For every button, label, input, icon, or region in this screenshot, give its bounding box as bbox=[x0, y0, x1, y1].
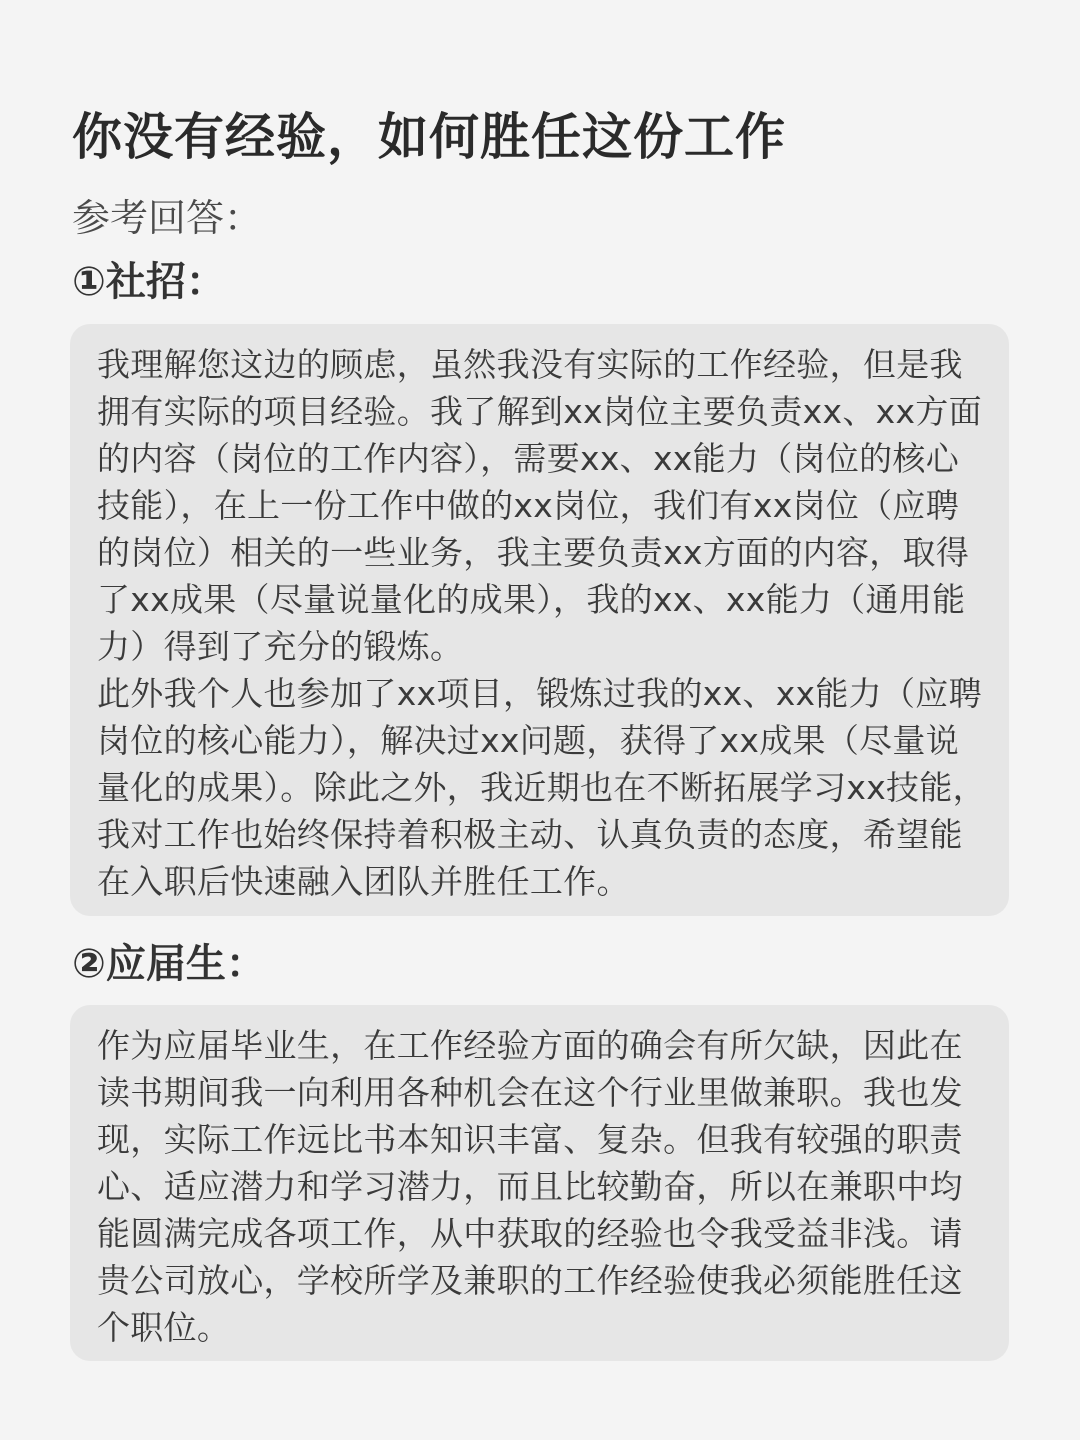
answer-paragraph: 作为应届毕业生，在工作经验方面的确会有所欠缺，因此在读书期间我一向利用各种机会在这个行业里做兼职。我也发现，实际工作远比书本知识丰富、复杂。但我有较强的职责心、适应潜力和学习潜力，而且比较勤奋，所以在兼职中均能圆满完成各项工作，从中获取的经验也令我受益非浅。请贵公司放心，学校所学及兼职的工作经验使我必须能胜任这个职位。 bbox=[97, 1026, 963, 1347]
answer-card-graduate bbox=[70, 1005, 1009, 1361]
section-heading-social-recruit: ①社招： bbox=[72, 259, 226, 305]
answer-paragraph: 我理解您这边的顾虑，虽然我没有实际的工作经验，但是我拥有实际的项目经验。我了解到xx岗位主要负责xx、xx方面的内容（岗位的工作内容），需要xx、xx能力（岗位的核心技能），在上一份工作中做的xx岗位，我们有xx岗位（应聘的岗位）相关的一些业务，我主要负责xx方面的内容，取得了xx成果（尽量说量化的成果），我的xx、xx能力（通用能力）得到了充分的锻炼。 bbox=[97, 345, 982, 666]
section-heading-graduate: ②应届生： bbox=[72, 941, 266, 987]
answer-card-social-recruit bbox=[70, 324, 1009, 916]
answer-subtitle: 参考回答： bbox=[72, 196, 263, 240]
answer-paragraph: 此外我个人也参加了xx项目，锻炼过我的xx、xx能力（应聘岗位的核心能力），解决过xx问题，获得了xx成果（尽量说量化的成果）。除此之外，我近期也在不断拓展学习xx技能，我对工作也始终保持着积极主动、认真负责的态度，希望能在入职后快速融入团队并胜任工作。 bbox=[97, 674, 986, 901]
page-title: 你没有经验，如何胜任这份工作 bbox=[72, 108, 786, 166]
